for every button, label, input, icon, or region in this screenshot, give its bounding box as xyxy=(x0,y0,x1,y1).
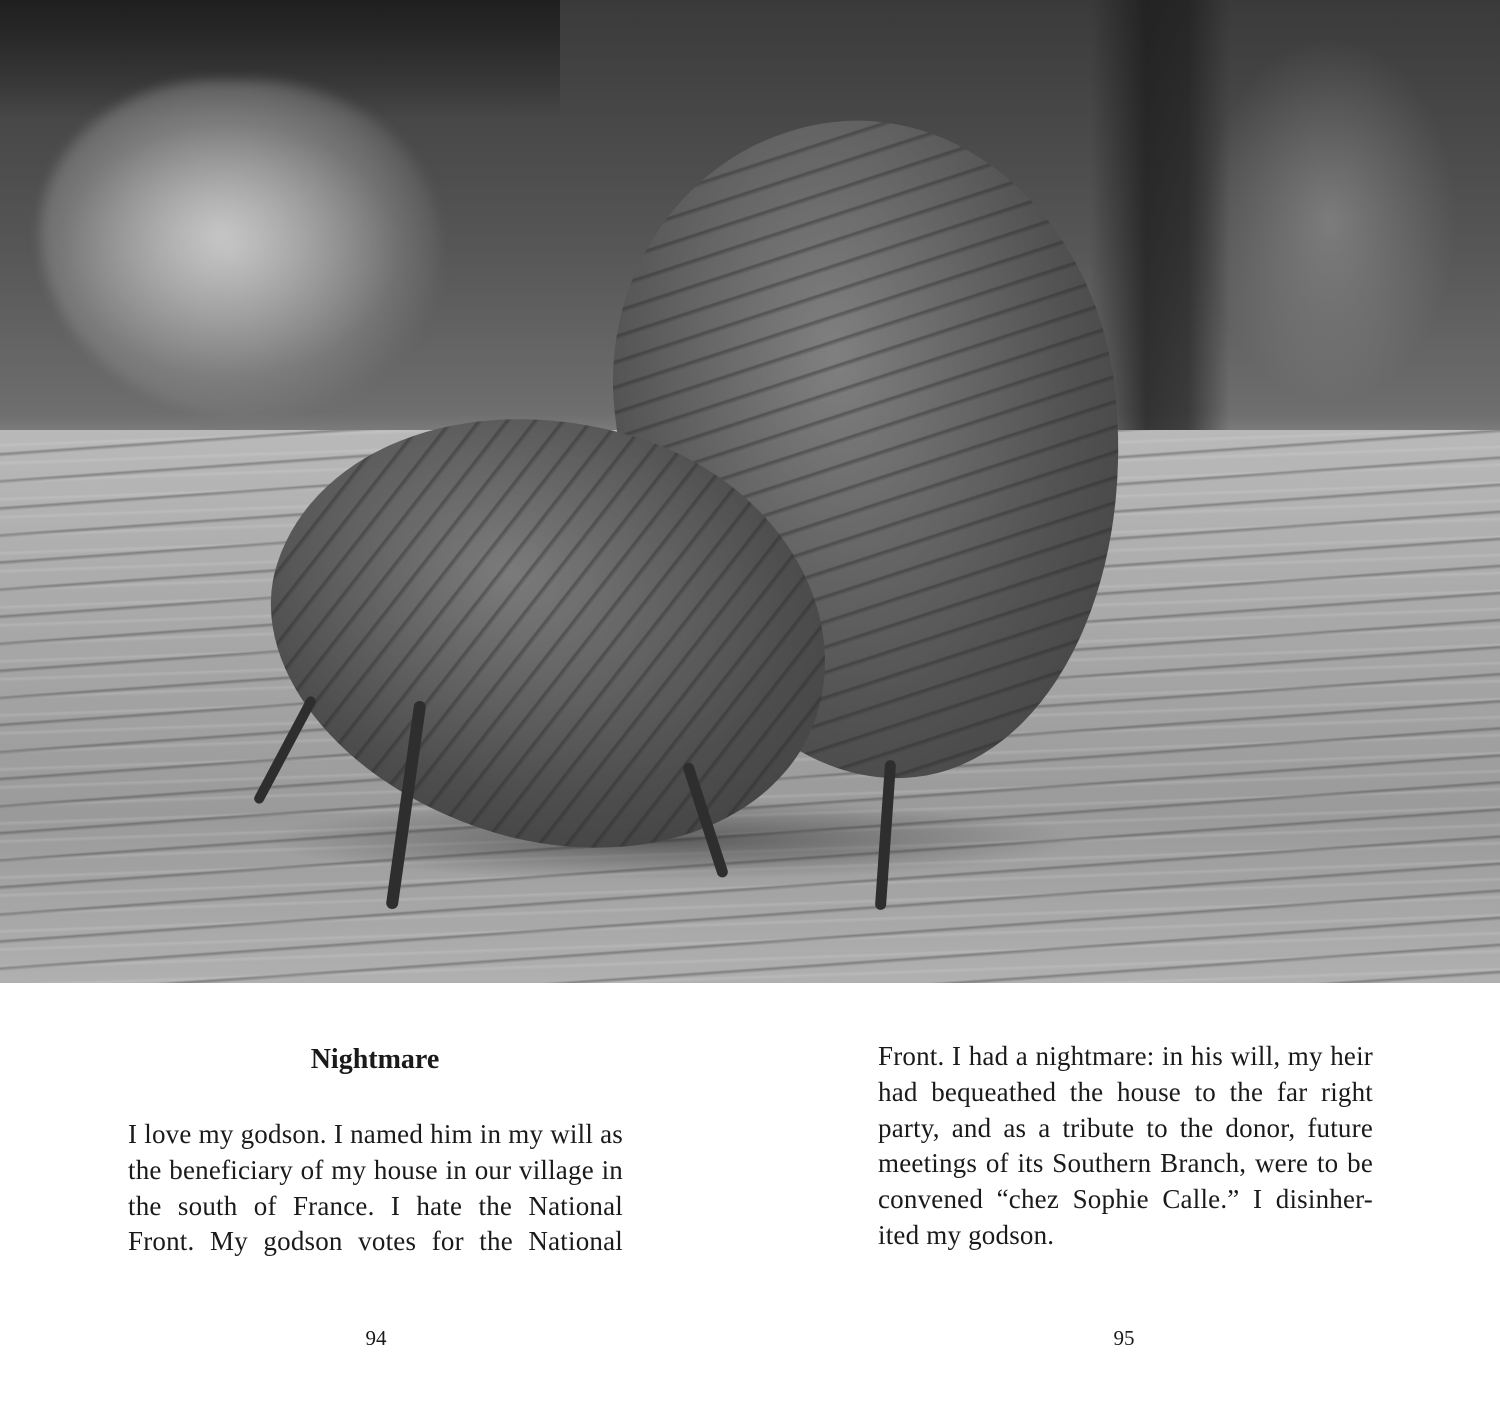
page-number-right: 95 xyxy=(1113,1326,1135,1350)
page-number-left: 94 xyxy=(365,1326,387,1350)
right-column-text: Front. I had a nightmare: in his will, my heir had bequeathed the house to the far right party, and as a tribute to the donor, future meetings of its Southern Branch, were to be convened “chez Sophie Calle.” I disinher-ited my godson. xyxy=(878,1041,1373,1250)
page-title: Nightmare xyxy=(310,1044,440,1075)
left-column-text: I love my godson. I named him in my will as the beneficiary of my house in our village in the south of France. I hate the National Front. My godson votes for the National xyxy=(128,1119,623,1257)
photo-blurred-shell xyxy=(40,80,440,420)
